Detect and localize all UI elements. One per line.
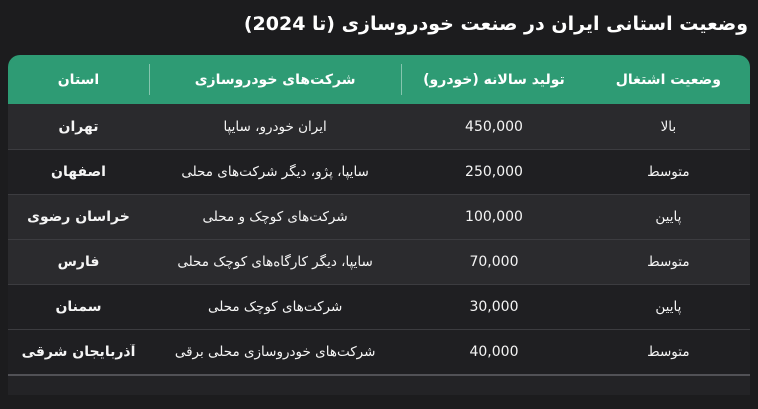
cell-province: آذربایجان شرقی <box>21 344 136 360</box>
table-row <box>8 239 750 284</box>
cell-companies: شرکت‌های کوچک و محلی <box>202 209 348 225</box>
header-production: تولید سالانه (خودرو) <box>401 55 587 104</box>
partial-next-table-row <box>8 374 750 395</box>
province-auto-industry-table <box>8 55 750 395</box>
table-row <box>8 329 750 374</box>
cell-province: اصفهان <box>51 164 106 180</box>
header-companies: شرکت‌های خودروسازی <box>149 55 401 104</box>
cell-companies: شرکت‌های خودروسازی محلی برقی <box>174 344 376 360</box>
cell-province: تهران <box>58 118 99 135</box>
table-row <box>8 194 750 239</box>
table-row <box>8 149 750 194</box>
cell-province: سمنان <box>55 299 102 315</box>
cell-companies: ایران خودرو، سایپا <box>223 118 327 135</box>
cell-production: 100,000 <box>465 209 523 225</box>
table-row <box>8 284 750 329</box>
cell-province: خراسان رضوی <box>27 209 130 225</box>
header-province: استان <box>57 71 100 88</box>
cell-production: 70,000 <box>469 254 519 270</box>
cell-employment: بالا <box>660 118 677 135</box>
cell-province: فارس <box>57 254 100 270</box>
cell-companies: سایپا، پژو، دیگر شرکت‌های محلی <box>181 164 369 180</box>
cell-production: 450,000 <box>465 118 523 135</box>
cell-employment: پایین <box>655 209 682 225</box>
header-employment: وضعیت اشتغال <box>615 71 721 88</box>
cell-production: 40,000 <box>469 344 519 360</box>
cell-employment: متوسط <box>647 254 690 270</box>
page-title: وضعیت استانی ایران در صنعت خودروسازی (تا 2024) <box>243 13 748 35</box>
cell-companies: سایپا، دیگر کارگاه‌های کوچک محلی <box>177 254 373 270</box>
cell-companies: شرکت‌های کوچک محلی <box>207 299 343 315</box>
cell-employment: متوسط <box>647 164 690 180</box>
cell-employment: پایین <box>655 299 682 315</box>
cell-production: 250,000 <box>465 164 523 180</box>
table-header-row <box>8 55 750 104</box>
cell-employment: متوسط <box>647 344 690 360</box>
table-row <box>8 104 750 149</box>
cell-production: 30,000 <box>469 299 519 315</box>
